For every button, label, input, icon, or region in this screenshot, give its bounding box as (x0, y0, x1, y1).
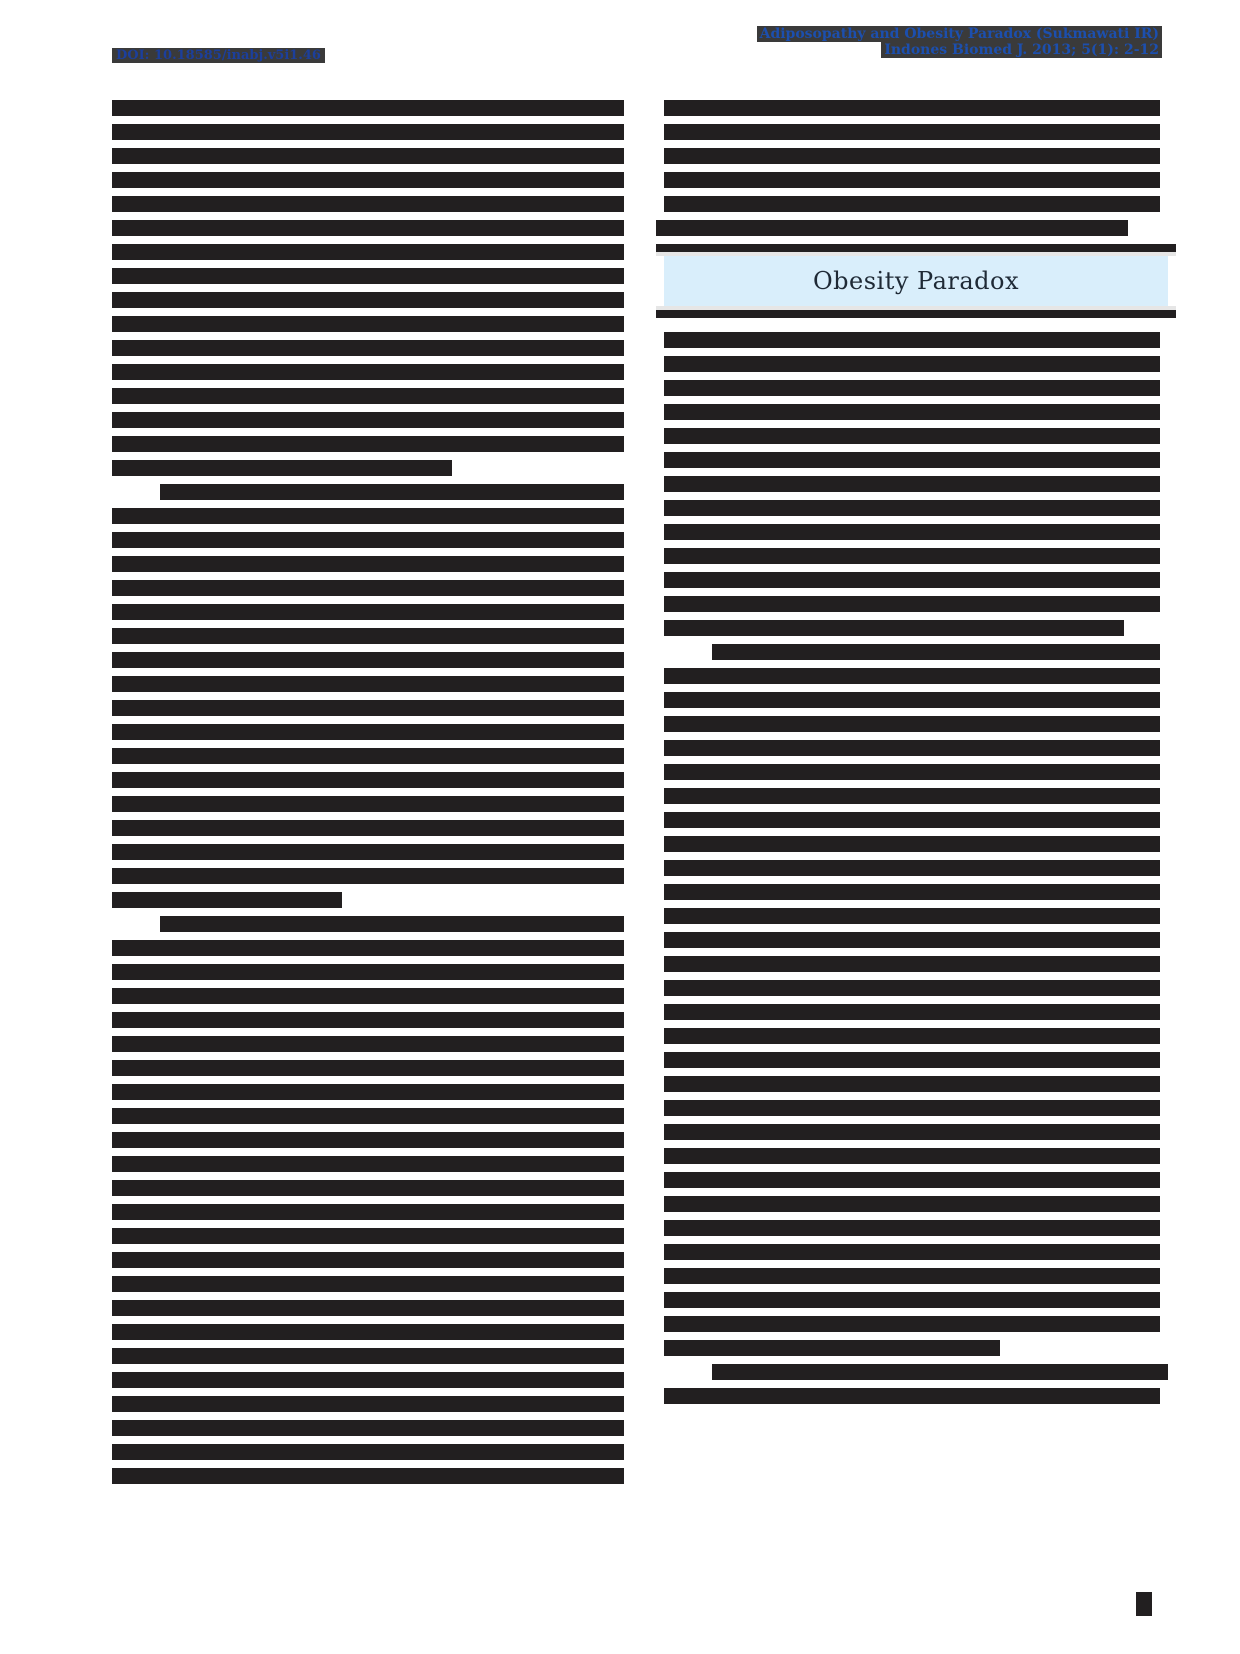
redacted-text-line (664, 860, 1160, 876)
redacted-text-line (112, 724, 624, 740)
section-rule-top (656, 244, 1176, 252)
redacted-text-line (664, 884, 1160, 900)
right-column-bottom-text (664, 332, 1176, 1404)
redacted-text-line (112, 1108, 624, 1124)
redacted-text-line (664, 668, 1160, 684)
redacted-text-line (112, 988, 624, 1004)
redacted-text-line (112, 604, 624, 620)
running-head (757, 26, 1162, 58)
redacted-text-line (112, 1228, 624, 1244)
redacted-text-line (112, 1036, 624, 1052)
redacted-text-line (664, 380, 1160, 396)
redacted-text-line (664, 524, 1160, 540)
redacted-text-line (112, 676, 624, 692)
redacted-text-line (664, 172, 1160, 188)
redacted-text-line (112, 652, 624, 668)
redacted-text-line (160, 484, 624, 500)
redacted-text-line (664, 356, 1160, 372)
right-column (664, 100, 1176, 1412)
redacted-text-line (112, 244, 624, 260)
section-title: Obesity Paradox (664, 256, 1168, 306)
redacted-text-line (664, 740, 1160, 756)
redacted-text-line (112, 1084, 624, 1100)
redacted-text-line (112, 964, 624, 980)
redacted-text-line (112, 340, 624, 356)
redacted-text-line (664, 500, 1160, 516)
redacted-text-line (112, 700, 624, 716)
redacted-text-line (112, 436, 624, 452)
redacted-text-line (112, 796, 624, 812)
redacted-text-line (664, 1100, 1160, 1116)
redacted-text-line (112, 1348, 624, 1364)
redacted-text-line (112, 1396, 624, 1412)
redacted-text-line (664, 428, 1160, 444)
redacted-text-line (664, 1340, 1000, 1356)
page-number-redacted (1136, 1592, 1152, 1616)
redacted-text-line (664, 1220, 1160, 1236)
redacted-text-line (664, 1124, 1160, 1140)
redacted-text-line (112, 1252, 624, 1268)
redacted-text-line (112, 1180, 624, 1196)
redacted-text-line (160, 916, 624, 932)
redacted-text-line (112, 388, 624, 404)
redacted-text-line (112, 1444, 624, 1460)
redacted-text-line (664, 1076, 1160, 1092)
redacted-text-line (664, 1292, 1160, 1308)
redacted-text-line (664, 1172, 1160, 1188)
redacted-text-line (664, 620, 1124, 636)
redacted-text-line (712, 1364, 1168, 1380)
redacted-text-line (112, 1468, 624, 1484)
redacted-text-line (664, 548, 1160, 564)
redacted-text-line (112, 556, 624, 572)
redacted-text-line (112, 196, 624, 212)
left-column (112, 100, 624, 1492)
section-rule-bottom (656, 310, 1176, 318)
redacted-text-line (112, 316, 624, 332)
redacted-text-line (664, 476, 1160, 492)
redacted-text-line (664, 692, 1160, 708)
redacted-text-line (112, 268, 624, 284)
redacted-text-line (112, 364, 624, 380)
doi-label: DOI: 10.18585/inabj.v5i1.46 (112, 48, 325, 63)
redacted-text-line (664, 1148, 1160, 1164)
redacted-text-line (112, 1012, 624, 1028)
section-heading-box (656, 244, 1176, 318)
redacted-text-line (664, 1316, 1160, 1332)
redacted-text-line (112, 124, 624, 140)
redacted-text-line (112, 772, 624, 788)
redacted-text-line (656, 220, 1128, 236)
redacted-text-line (664, 1052, 1160, 1068)
redacted-text-line (664, 788, 1160, 804)
redacted-text-line (112, 844, 624, 860)
redacted-text-line (112, 1204, 624, 1220)
redacted-text-line (112, 412, 624, 428)
redacted-text-line (112, 820, 624, 836)
redacted-text-line (112, 1156, 624, 1172)
redacted-text-line (112, 532, 624, 548)
redacted-text-line (664, 764, 1160, 780)
redacted-text-line (664, 596, 1160, 612)
redacted-text-line (664, 1004, 1160, 1020)
redacted-text-line (664, 1196, 1160, 1212)
redacted-text-line (664, 716, 1160, 732)
redacted-text-line (112, 580, 624, 596)
redacted-text-line (664, 1244, 1160, 1260)
redacted-text-line (112, 868, 624, 884)
redacted-text-line (664, 908, 1160, 924)
redacted-text-line (112, 1060, 624, 1076)
redacted-text-line (664, 332, 1160, 348)
redacted-text-line (112, 892, 342, 908)
redacted-text-line (664, 124, 1160, 140)
running-title: Adiposopathy and Obesity Paradox (Sukmawati IR) (757, 26, 1162, 42)
redacted-text-line (712, 644, 1160, 660)
redacted-text-line (112, 292, 624, 308)
redacted-text-line (112, 148, 624, 164)
redacted-text-line (664, 1028, 1160, 1044)
redacted-text-line (664, 1388, 1160, 1404)
redacted-text-line (112, 940, 624, 956)
redacted-text-line (664, 452, 1160, 468)
redacted-text-line (112, 628, 624, 644)
redacted-text-line (112, 100, 624, 116)
redacted-text-line (664, 836, 1160, 852)
redacted-text-line (664, 404, 1160, 420)
redacted-text-line (664, 812, 1160, 828)
redacted-text-line (664, 956, 1160, 972)
redacted-text-line (112, 748, 624, 764)
redacted-text-line (112, 1300, 624, 1316)
redacted-text-line (664, 932, 1160, 948)
redacted-text-line (664, 196, 1160, 212)
redacted-text-line (112, 1372, 624, 1388)
redacted-text-line (112, 460, 452, 476)
redacted-text-line (664, 980, 1160, 996)
redacted-text-line (112, 1324, 624, 1340)
redacted-text-line (112, 1132, 624, 1148)
redacted-text-line (664, 1268, 1160, 1284)
redacted-text-line (112, 220, 624, 236)
redacted-text-line (664, 148, 1160, 164)
redacted-text-line (112, 1276, 624, 1292)
redacted-text-line (112, 1420, 624, 1436)
redacted-text-line (664, 100, 1160, 116)
redacted-text-line (112, 172, 624, 188)
redacted-text-line (112, 508, 624, 524)
right-column-top-text (664, 100, 1176, 236)
citation: Indones Biomed J. 2013; 5(1): 2-12 (881, 42, 1162, 58)
redacted-text-line (664, 572, 1160, 588)
